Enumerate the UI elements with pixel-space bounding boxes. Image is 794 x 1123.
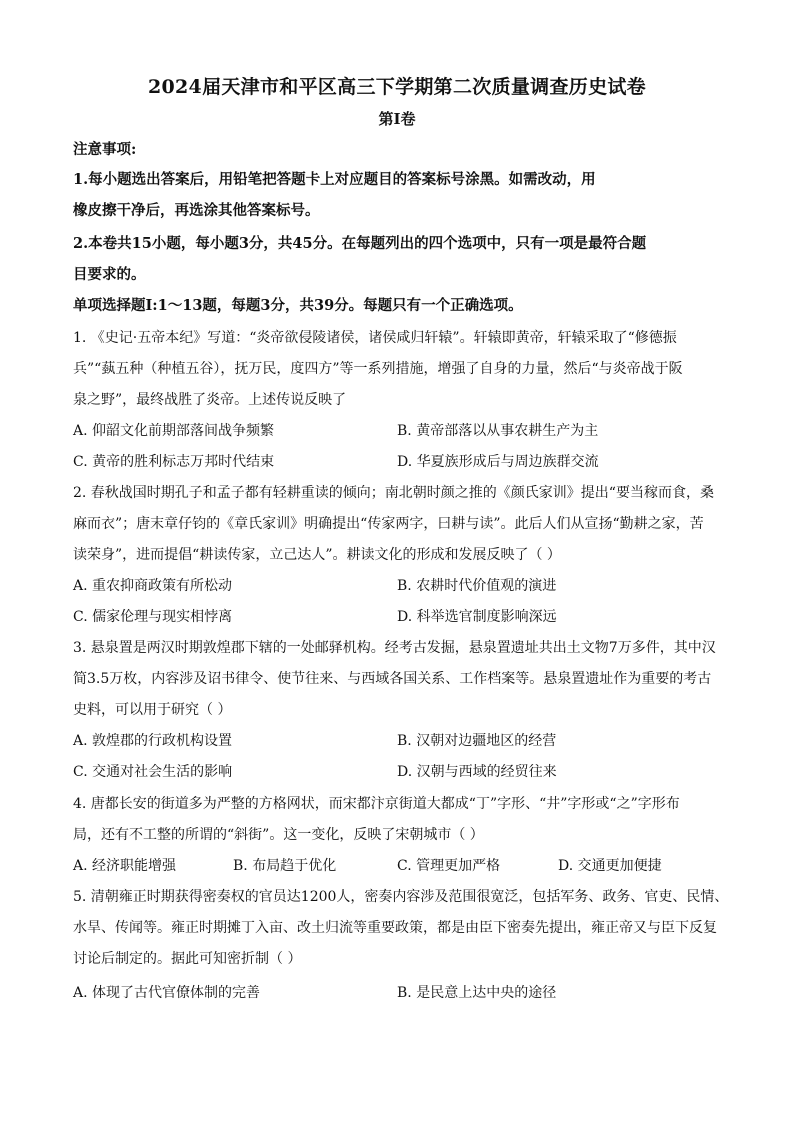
question-4-option-c: C. 管理更加严格 bbox=[397, 858, 501, 874]
question-2-stem: 2. 春秋战国时期孔子和孟子都有轻耕重读的倾向；南北朝时颜之推的《颜氏家训》提出“要当稼而食，桑 bbox=[73, 485, 714, 501]
question-1-stem: 兵”“蓺五种（种植五谷），抚万民，度四方”等一系列措施，增强了自身的力量，然后“与炎帝战于阪 bbox=[73, 361, 683, 377]
section-heading: 单项选择题Ⅰ:1～13题，每题3分，共39分。每题只有一个正确选项。 bbox=[73, 297, 523, 314]
question-1-stem: 泉之野”，最终战胜了炎帝。上述传说反映了 bbox=[73, 392, 347, 408]
question-3-option-d: D. 汉朝与西域的经贸往来 bbox=[397, 764, 557, 780]
question-1-option-c: C. 黄帝的胜利标志万邦时代结束 bbox=[73, 454, 275, 470]
notes-line: 1.每小题选出答案后，用铅笔把答题卡上对应题目的答案标号涂黑。如需改动，用 bbox=[73, 171, 596, 188]
question-1-stem: 1. 《史记·五帝本纪》写道：“炎帝欲侵陵诸侯，诸侯咸归轩辕”。轩辕即黄帝，轩辕采取了“修德振 bbox=[73, 330, 677, 346]
page-subtitle: 第Ⅰ卷 bbox=[378, 110, 416, 128]
question-5-stem: 水旱、传闻等。雍正时期摊丁入亩、改土归流等重要政策，都是由臣下密奏先提出，雍正帝又与臣下反复 bbox=[73, 920, 717, 936]
question-5-stem: 讨论后制定的。据此可知密折制（ ） bbox=[73, 951, 302, 967]
page-title: 2024届天津市和平区高三下学期第二次质量调查历史试卷 bbox=[148, 76, 646, 98]
question-2-option-b: B. 农耕时代价值观的演进 bbox=[397, 578, 557, 594]
question-1-option-a: A. 仰韶文化前期部落间战争频繁 bbox=[73, 423, 275, 439]
question-5-stem: 5. 清朝雍正时期获得密奏权的官员达1200人，密奏内容涉及范围很宽泛，包括军务、政务、官吏、民情、 bbox=[73, 889, 729, 905]
question-4-option-d: D. 交通更加便捷 bbox=[558, 858, 662, 874]
notes-line: 2.本卷共15小题，每小题3分，共45分。在每题列出的四个选项中，只有一项是最符合题 bbox=[73, 235, 647, 252]
question-4-option-a: A. 经济职能增强 bbox=[73, 858, 177, 874]
question-3-option-b: B. 汉朝对边疆地区的经营 bbox=[397, 733, 557, 749]
question-5-option-a: A. 体现了古代官僚体制的完善 bbox=[73, 985, 261, 1001]
notes-heading: 注意事项: bbox=[73, 141, 137, 158]
question-3-stem: 史料，可以用于研究（ ） bbox=[73, 702, 232, 718]
question-4-stem: 4. 唐都长安的街道多为严整的方格网状，而宋都汴京街道大都成“丁”字形、“井”字形或“之”字形布 bbox=[73, 796, 680, 812]
question-1-option-b: B. 黄帝部落以从事农耕生产为主 bbox=[397, 423, 599, 439]
question-2-stem: 麻而衣”；唐末章仔钧的《章氏家训》明确提出“传家两字，曰耕与读”。此后人们从宣扬“勤耕之家，苦 bbox=[73, 516, 704, 532]
question-2-option-c: C. 儒家伦理与现实相悖离 bbox=[73, 609, 233, 625]
question-5-option-b: B. 是民意上达中央的途径 bbox=[397, 985, 557, 1001]
question-2-stem: 读荣身”，进而提倡“耕读传家，立己达人”。耕读文化的形成和发展反映了（ ） bbox=[73, 547, 561, 563]
question-2-option-a: A. 重农抑商政策有所松动 bbox=[73, 578, 233, 594]
notes-line: 橡皮擦干净后，再选涂其他答案标号。 bbox=[73, 202, 320, 219]
question-1-option-d: D. 华夏族形成后与周边族群交流 bbox=[397, 454, 599, 470]
question-4-stem: 局，还有不工整的所谓的“斜街”。这一变化，反映了宋朝城市（ ） bbox=[73, 827, 484, 843]
question-2-option-d: D. 科举选官制度影响深远 bbox=[397, 609, 557, 625]
question-4-option-b: B. 布局趋于优化 bbox=[233, 858, 337, 874]
question-3-stem: 简3.5万枚，内容涉及诏书律令、使节往来、与西域各国关系、工作档案等。悬泉置遗址作为重要的考古 bbox=[73, 671, 712, 687]
question-3-option-a: A. 敦煌郡的行政机构设置 bbox=[73, 733, 233, 749]
question-3-stem: 3. 悬泉置是两汉时期敦煌郡下辖的一处邮驿机构。经考古发掘，悬泉置遗址共出土文物7万多件，其中汉 bbox=[73, 640, 716, 656]
notes-line: 目要求的。 bbox=[73, 266, 146, 283]
question-3-option-c: C. 交通对社会生活的影响 bbox=[73, 764, 233, 780]
